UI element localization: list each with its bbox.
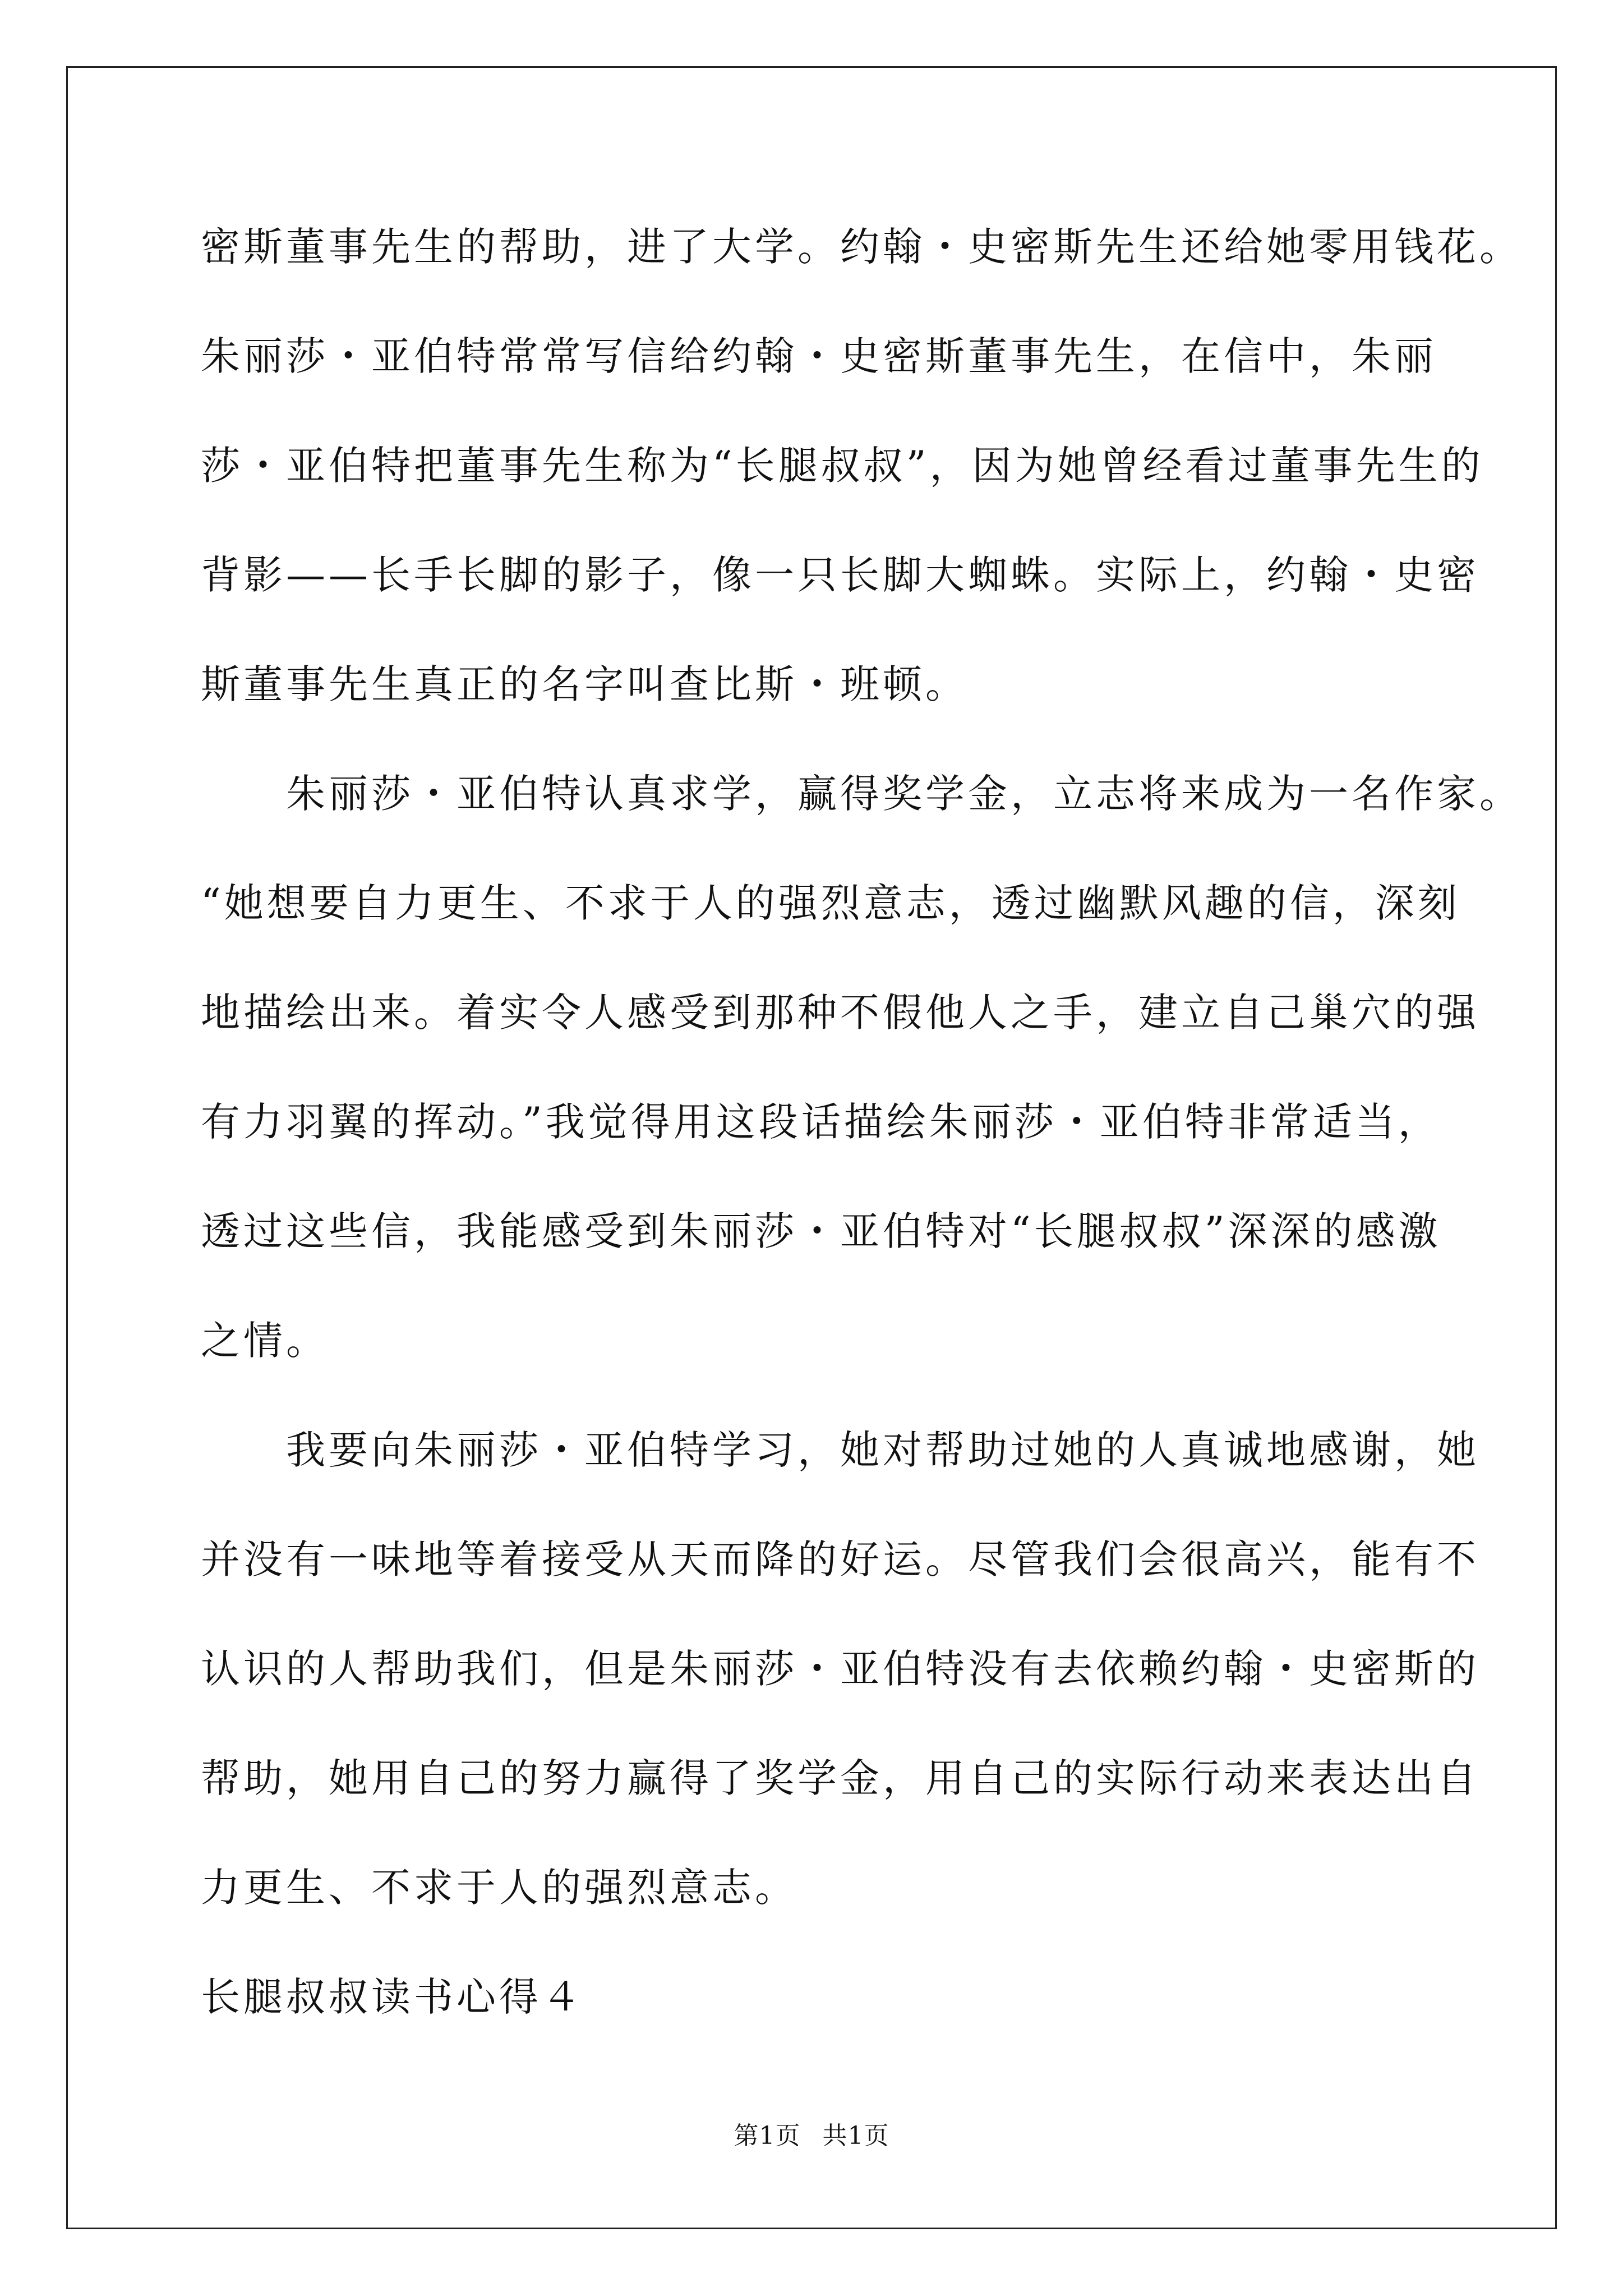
text-line: 地描绘出来。着实令人感受到那种不假他人之手，建立自己巢穴的强 (201, 990, 1479, 1036)
text-line: 密斯董事先生的帮助，进了大学。约翰・史密斯先生还给她零用钱花。 (201, 224, 1522, 270)
text-line: 之情。 (201, 1318, 329, 1364)
text-line: 朱丽莎・亚伯特认真求学，赢得奖学金，立志将来成为一名作家。 (201, 771, 1522, 817)
text-line: “她想要自力更生、不求于人的强烈意志，透过幽默风趣的信，深刻 (201, 880, 1460, 926)
text-line: 力更生、不求于人的强烈意志。 (201, 1865, 797, 1911)
page-total: 共1页 (822, 2122, 889, 2150)
text-line: 透过这些信，我能感受到朱丽莎・亚伯特对“长腿叔叔”深深的感激 (201, 1208, 1441, 1254)
text-line: 帮助，她用自己的努力赢得了奖学金，用自己的实际行动来表达出自 (201, 1755, 1479, 1801)
text-line: 莎・亚伯特把董事先生称为“长腿叔叔”，因为她曾经看过董事先生的 (201, 443, 1484, 489)
section-heading: 长腿叔叔读书心得４ (201, 1974, 584, 2020)
text-line: 朱丽莎・亚伯特常常写信给约翰・史密斯董事先生，在信中，朱丽 (201, 333, 1437, 379)
text-line: 背影——长手长脚的影子，像一只长脚大蜘蛛。实际上，约翰・史密 (201, 552, 1479, 598)
text-line: 有力羽翼的挥动。”我觉得用这段话描绘朱丽莎・亚伯特非常适当， (201, 1099, 1441, 1145)
text-line: 并没有一味地等着接受从天而降的好运。尽管我们会很高兴，能有不 (201, 1536, 1479, 1582)
page-footer (0, 2120, 1623, 2152)
text-line: 我要向朱丽莎・亚伯特学习，她对帮助过她的人真诚地感谢，她 (201, 1427, 1479, 1473)
text-line: 斯董事先生真正的名字叫查比斯・班顿。 (201, 661, 968, 707)
text-line: 认识的人帮助我们，但是朱丽莎・亚伯特没有去依赖约翰・史密斯的 (201, 1646, 1479, 1692)
page-number: 第1页 (734, 2122, 801, 2150)
